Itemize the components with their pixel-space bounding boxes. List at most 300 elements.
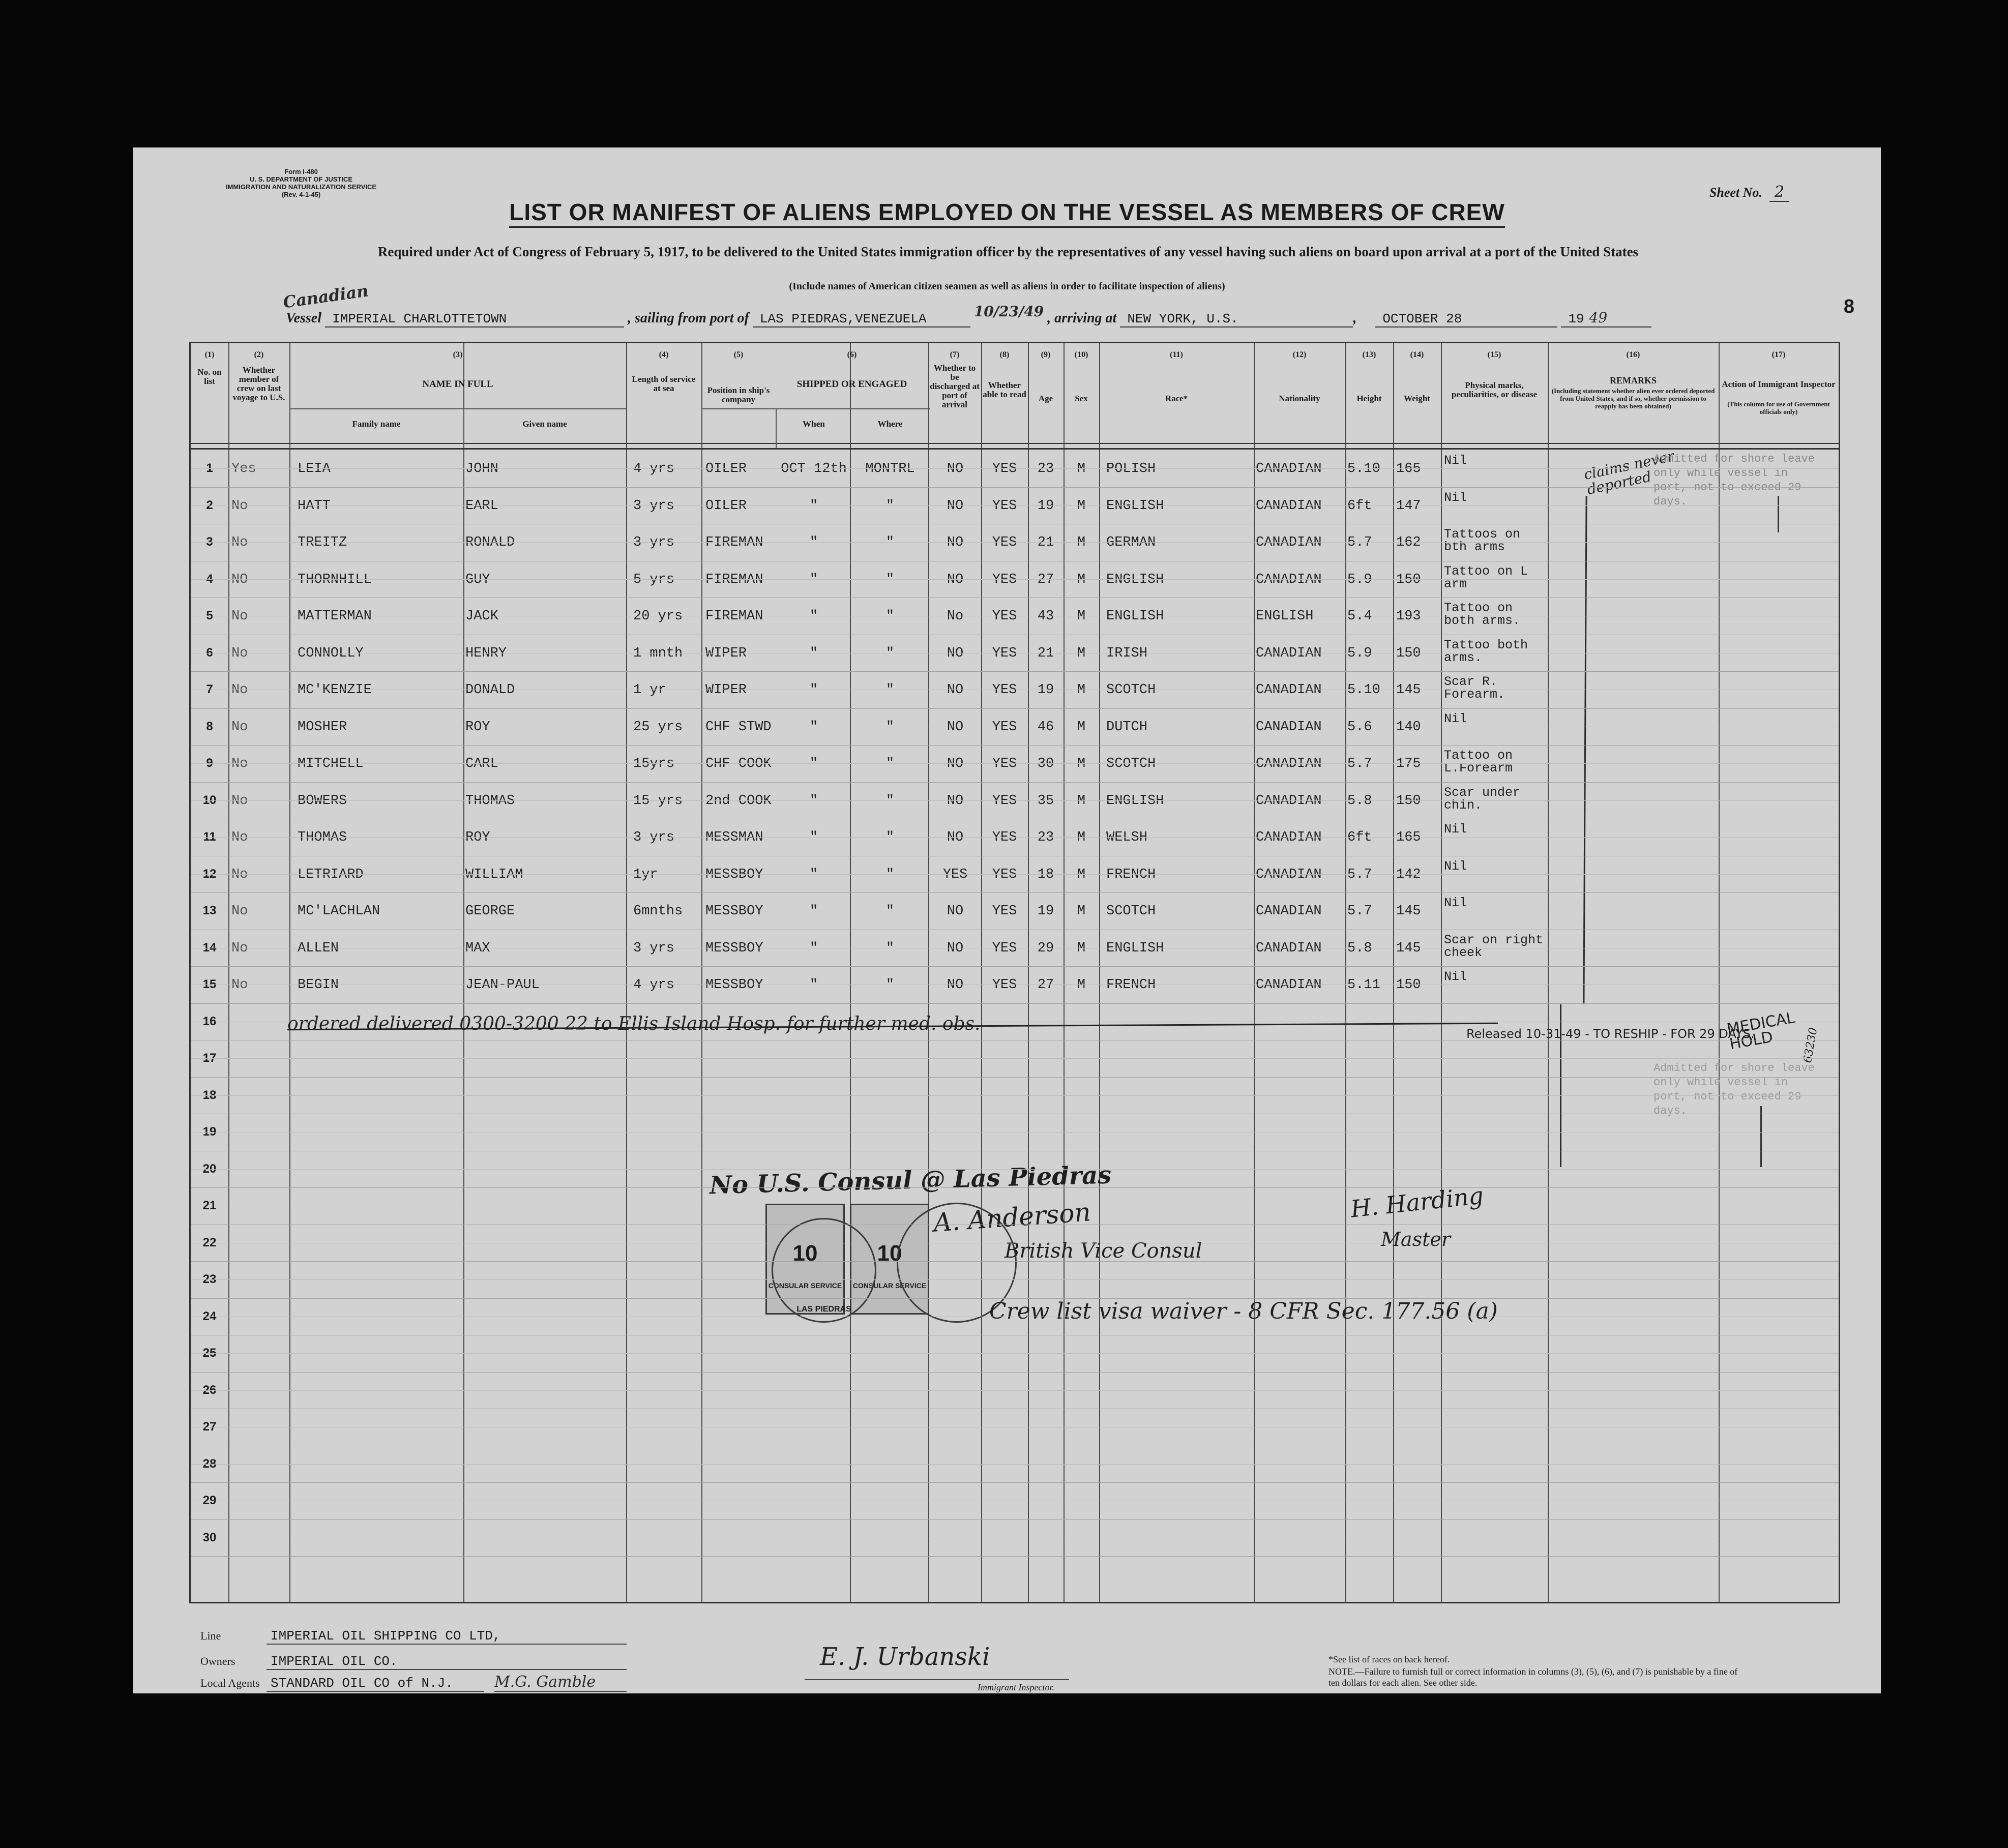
- footer-owners: Owners IMPERIAL OIL CO.: [200, 1654, 627, 1670]
- cell-discharged: NO: [947, 940, 964, 956]
- cell-shipped-where: ": [885, 645, 895, 661]
- cell-sex: M: [1077, 535, 1086, 550]
- cell-last-voyage: No: [231, 867, 248, 882]
- cell-age: 23: [1037, 830, 1054, 845]
- cell-discharged: NO: [947, 719, 964, 735]
- col-number: (6): [847, 350, 857, 359]
- master-title: Master: [1381, 1228, 1451, 1250]
- cell-position: OILER: [705, 461, 747, 476]
- cell-physical-marks: Tattoo on L arm: [1444, 564, 1528, 590]
- cell-shipped-when: ": [809, 867, 818, 882]
- cell-age: 29: [1037, 940, 1054, 956]
- row-number: 8: [206, 719, 213, 733]
- cell-height: 5.8: [1347, 940, 1372, 956]
- cell-height: 5.10: [1347, 461, 1380, 476]
- races-note: *See list of races on back hereof.: [1328, 1654, 1450, 1664]
- crew-table: [189, 342, 1840, 1603]
- col-number: (12): [1292, 350, 1307, 359]
- row-number: 22: [202, 1235, 217, 1249]
- cell-service-length: 3 yrs: [633, 830, 675, 845]
- cell-position: FIREMAN: [705, 609, 763, 624]
- cell-race: ENGLISH: [1106, 572, 1164, 587]
- row-number: 5: [206, 609, 213, 622]
- row-number: 24: [202, 1309, 217, 1323]
- cell-position: MESSBOY: [705, 940, 763, 956]
- cell-family-name: CONNOLLY: [298, 645, 364, 661]
- cell-family-name: MITCHELL: [298, 756, 364, 771]
- master-signature: H. Harding: [1349, 1181, 1485, 1223]
- cell-sex: M: [1077, 793, 1086, 809]
- cell-able-to-read: YES: [992, 940, 1017, 956]
- header-nationality: Nationality: [1279, 394, 1320, 403]
- row-number: 6: [206, 645, 213, 660]
- cell-shipped-where: ": [885, 756, 895, 771]
- cell-height: 5.8: [1347, 793, 1372, 809]
- header-service-length: Length of service at sea: [632, 374, 696, 393]
- cell-position: MESSBOY: [705, 904, 763, 919]
- arrival-date: OCTOBER 28: [1375, 311, 1557, 327]
- cell-age: 46: [1037, 719, 1054, 735]
- cell-position: WIPER: [705, 645, 747, 661]
- cell-given-name: CARL: [465, 756, 498, 771]
- cell-sex: M: [1077, 867, 1086, 882]
- consular-revenue-stamp: 10 CONSULAR SERVICE: [850, 1204, 929, 1315]
- cell-physical-marks: Scar on right cheek: [1444, 933, 1544, 959]
- cell-race: SCOTCH: [1106, 682, 1156, 698]
- cell-nationality: CANADIAN: [1256, 719, 1322, 735]
- cell-weight: 165: [1396, 461, 1421, 476]
- cell-service-length: 3 yrs: [633, 498, 675, 514]
- cell-shipped-when: ": [809, 830, 818, 845]
- cell-shipped-when: ": [809, 682, 818, 698]
- cell-discharged: NO: [947, 535, 964, 550]
- vessel-info-line: Canadian Vessel IMPERIAL CHARLOTTETOWN , sailing from port of LAS PIEDRAS,VENEZUELA 10/23/49 , arriving at NEW YORK, U.S. , OCTOBER 28 19 49: [286, 309, 1651, 327]
- cell-given-name: JACK: [465, 609, 498, 624]
- cell-able-to-read: YES: [992, 756, 1017, 771]
- cell-age: 23: [1037, 461, 1054, 476]
- cell-able-to-read: YES: [992, 461, 1017, 476]
- cell-shipped-when: ": [809, 572, 818, 587]
- header-where: Where: [877, 419, 903, 429]
- cell-physical-marks: Nil: [1444, 491, 1467, 504]
- cell-sex: M: [1077, 830, 1086, 845]
- page-title: LIST OR MANIFEST OF ALIENS EMPLOYED ON THE VESSEL AS MEMBERS OF CREW: [133, 198, 1881, 226]
- cell-discharged: NO: [947, 645, 964, 661]
- inspector-signature: E. J. Urbanski: [820, 1643, 990, 1671]
- department-name: U. S. DEPARTMENT OF JUSTICE: [250, 175, 352, 183]
- header-age: Age: [1038, 394, 1053, 403]
- cell-shipped-where: ": [885, 904, 895, 919]
- cell-given-name: RONALD: [465, 535, 515, 550]
- cell-race: FRENCH: [1106, 867, 1156, 882]
- cell-nationality: CANADIAN: [1256, 572, 1322, 587]
- cell-race: ENGLISH: [1106, 793, 1164, 809]
- cell-weight: 150: [1396, 793, 1421, 809]
- cell-race: GERMAN: [1106, 535, 1156, 550]
- sheet-number: Sheet No. 2: [1709, 183, 1789, 201]
- cell-able-to-read: YES: [992, 867, 1017, 882]
- cell-nationality: CANADIAN: [1256, 793, 1322, 809]
- cell-position: MESSMAN: [705, 830, 763, 845]
- col-number: (10): [1074, 350, 1088, 359]
- cell-nationality: ENGLISH: [1256, 609, 1314, 624]
- cell-last-voyage: No: [231, 645, 248, 661]
- cell-height: 5.4: [1347, 609, 1372, 624]
- row12-released-note: Released 10-31-49 - TO RESHIP - FOR 29 DAYS.: [1466, 1027, 1755, 1041]
- cell-position: WIPER: [705, 682, 747, 698]
- cell-height: 5.7: [1347, 756, 1372, 771]
- cell-race: SCOTCH: [1106, 904, 1156, 919]
- agent-signature: M.G. Gamble: [494, 1673, 627, 1692]
- header-remarks: REMARKS: [1609, 375, 1657, 385]
- row-number: 9: [206, 756, 213, 770]
- cell-age: 19: [1037, 498, 1054, 514]
- header-weight: Weight: [1404, 394, 1430, 403]
- cell-height: 6ft: [1347, 498, 1372, 514]
- cell-sex: M: [1077, 682, 1086, 698]
- cell-shipped-where: MONTRL: [865, 461, 915, 476]
- claims-never-deported-note: claims never deported: [1582, 448, 1676, 498]
- cell-weight: 150: [1396, 572, 1421, 587]
- cell-family-name: LEIA: [298, 461, 331, 476]
- cell-nationality: CANADIAN: [1256, 977, 1322, 993]
- col-number: (15): [1487, 350, 1501, 359]
- cell-height: 6ft: [1347, 830, 1372, 845]
- cell-able-to-read: YES: [992, 535, 1017, 550]
- col-number: (16): [1626, 350, 1640, 359]
- header-able-to-read: Whether able to read: [983, 380, 1026, 399]
- cell-weight: 150: [1396, 645, 1421, 661]
- cell-age: 18: [1037, 867, 1054, 882]
- cell-shipped-when: OCT 12th: [781, 461, 847, 476]
- cell-shipped-where: ": [885, 572, 895, 587]
- cell-shipped-when: ": [809, 719, 818, 735]
- medical-hold-code: 63230: [1801, 1026, 1820, 1064]
- consulate-seal: LAS PIEDRAS: [772, 1218, 876, 1323]
- cell-shipped-where: ": [885, 867, 895, 882]
- cell-shipped-when: ": [809, 977, 818, 993]
- header-remarks-note: (Including statement whether alien ever ordered deported from United States, and if so, whether permission to reapply has been obtained): [1551, 387, 1715, 410]
- cell-height: 5.7: [1347, 867, 1372, 882]
- cell-given-name: ROY: [465, 830, 490, 845]
- row-number: 19: [202, 1125, 217, 1139]
- header-list-number: No. on list: [197, 367, 222, 386]
- row-number: 25: [202, 1346, 217, 1360]
- cell-given-name: ROY: [465, 719, 490, 735]
- cell-able-to-read: YES: [992, 793, 1017, 809]
- cell-given-name: EARL: [465, 498, 498, 514]
- cell-shipped-where: ": [885, 719, 895, 735]
- footer-line: Line IMPERIAL OIL SHIPPING CO LTD,: [200, 1628, 627, 1645]
- cell-family-name: LETRIARD: [298, 867, 364, 882]
- cell-position: FIREMAN: [705, 535, 763, 550]
- departure-date: 10/23/49: [973, 303, 1044, 320]
- footer-agents: Local Agents STANDARD OIL CO of N.J. M.G. Gamble: [200, 1673, 627, 1692]
- cell-given-name: GEORGE: [465, 904, 515, 919]
- vessel-name: IMPERIAL CHARLOTTETOWN: [325, 311, 624, 327]
- header-inspector-note: (This column for use of Government officials only): [1727, 400, 1830, 415]
- cell-able-to-read: YES: [992, 977, 1017, 993]
- cell-able-to-read: YES: [992, 572, 1017, 587]
- cell-able-to-read: YES: [992, 498, 1017, 514]
- cell-discharged: NO: [947, 977, 964, 993]
- cell-race: IRISH: [1106, 645, 1148, 661]
- cell-service-length: 1yr: [633, 867, 658, 882]
- header-sex: Sex: [1075, 394, 1088, 403]
- header-position: Position in ship's company: [707, 385, 770, 404]
- header-last-voyage: Whether member of crew on last voyage to U.S.: [232, 365, 285, 402]
- cell-nationality: CANADIAN: [1256, 867, 1322, 882]
- cell-weight: 193: [1396, 609, 1421, 624]
- row-number: 13: [202, 904, 217, 917]
- cell-nationality: CANADIAN: [1256, 461, 1322, 476]
- row-number: 21: [202, 1199, 217, 1212]
- row-number: 16: [202, 1014, 217, 1028]
- cell-sex: M: [1077, 609, 1086, 624]
- cell-discharged: NO: [947, 904, 964, 919]
- cell-family-name: HATT: [298, 498, 331, 514]
- cell-last-voyage: No: [231, 535, 248, 550]
- col-number: (8): [999, 350, 1010, 359]
- cell-service-length: 1 yr: [633, 682, 666, 698]
- cell-service-length: 4 yrs: [633, 461, 675, 476]
- cell-nationality: CANADIAN: [1256, 940, 1322, 956]
- row-number: 7: [206, 682, 213, 696]
- cell-physical-marks: Nil: [1444, 454, 1467, 467]
- cell-sex: M: [1077, 498, 1086, 514]
- cell-position: 2nd COOK: [705, 793, 772, 809]
- no-consul-note: No U.S. Consul @ Las Piedras: [709, 1160, 1112, 1200]
- cell-height: 5.7: [1347, 535, 1372, 550]
- row-number: 11: [203, 830, 216, 844]
- cell-height: 5.9: [1347, 645, 1372, 661]
- cell-family-name: THOMAS: [298, 830, 347, 845]
- col-number: (1): [204, 350, 215, 359]
- cell-service-length: 1 mnth: [633, 645, 683, 661]
- header-race: Race*: [1165, 394, 1188, 403]
- cell-able-to-read: YES: [992, 682, 1017, 698]
- cell-age: 43: [1037, 609, 1054, 624]
- cell-discharged: NO: [947, 682, 964, 698]
- row-number: 17: [202, 1051, 217, 1065]
- cell-nationality: CANADIAN: [1256, 645, 1322, 661]
- cell-weight: 175: [1396, 756, 1421, 771]
- cell-position: FIREMAN: [705, 572, 763, 587]
- cell-family-name: BOWERS: [298, 793, 347, 809]
- cell-service-length: 4 yrs: [633, 977, 675, 993]
- cell-height: 5.11: [1347, 977, 1380, 993]
- manifest-sheet: [133, 147, 1881, 1693]
- row-number: 23: [202, 1272, 217, 1286]
- cell-race: ENGLISH: [1106, 498, 1164, 514]
- cell-family-name: BEGIN: [298, 977, 339, 993]
- row12-strike-note: ordered delivered 0300-3200 22 to Ellis Island Hosp. for further med. obs.: [287, 1014, 981, 1034]
- cell-family-name: MC'LACHLAN: [298, 904, 380, 919]
- cell-physical-marks: Tattoos on bth arms: [1444, 528, 1521, 553]
- cell-last-voyage: No: [231, 793, 248, 809]
- row-number: 30: [202, 1530, 217, 1544]
- cell-weight: 145: [1396, 940, 1421, 956]
- cell-discharged: NO: [947, 830, 964, 845]
- cell-physical-marks: Nil: [1444, 897, 1467, 909]
- cell-given-name: GUY: [465, 572, 490, 587]
- penalty-note: NOTE.—Failure to furnish full or correct information in columns (3), (5), (6), and (7) is punishable by a fine of ten dollars for each alien. See other side.: [1328, 1666, 1738, 1688]
- cell-shipped-when: ": [809, 904, 818, 919]
- cell-able-to-read: YES: [992, 904, 1017, 919]
- cell-physical-marks: Nil: [1444, 712, 1467, 725]
- row-number: 15: [202, 977, 217, 991]
- row-number: 18: [202, 1088, 217, 1102]
- cell-physical-marks: Nil: [1444, 823, 1467, 836]
- header-physical-marks: Physical marks, peculiarities, or disease: [1451, 380, 1538, 399]
- cell-race: SCOTCH: [1106, 756, 1156, 771]
- header-height: Height: [1356, 394, 1382, 403]
- col-number: (7): [950, 350, 960, 359]
- cell-position: MESSBOY: [705, 977, 763, 993]
- col-number: (9): [1041, 350, 1051, 359]
- cell-height: 5.10: [1347, 682, 1380, 698]
- cell-weight: 145: [1396, 904, 1421, 919]
- cell-sex: M: [1077, 572, 1086, 587]
- cell-age: 27: [1037, 977, 1054, 993]
- row-number: 28: [202, 1456, 217, 1471]
- cell-sex: M: [1077, 645, 1086, 661]
- cell-nationality: CANADIAN: [1256, 904, 1322, 919]
- cell-given-name: DONALD: [465, 682, 515, 698]
- cell-sex: M: [1077, 977, 1086, 993]
- service-name: IMMIGRATION AND NATURALIZATION SERVICE: [225, 183, 377, 191]
- inspector-label: Immigrant Inspector.: [978, 1682, 1054, 1692]
- col-number: (2): [254, 350, 264, 359]
- row-number: 26: [202, 1383, 217, 1397]
- header-name-in-full: NAME IN FULL: [422, 379, 493, 390]
- cell-family-name: MOSHER: [298, 719, 347, 735]
- cell-height: 5.7: [1347, 904, 1372, 919]
- cell-position: MESSBOY: [705, 867, 763, 882]
- cell-last-voyage: NO: [231, 572, 248, 587]
- cell-age: 19: [1037, 904, 1054, 919]
- cell-shipped-when: ": [809, 940, 818, 956]
- local-agents: STANDARD OIL CO of N.J.: [267, 1676, 484, 1692]
- page-mark: 8: [1843, 296, 1854, 317]
- cell-shipped-when: ": [809, 609, 818, 624]
- cell-age: 27: [1037, 572, 1054, 587]
- cell-weight: 142: [1396, 867, 1421, 882]
- header-family-name: Family name: [352, 419, 401, 429]
- shore-leave-note-top: Admitted for shore leave only while vessel in port, not to exceed 29 days.: [1653, 453, 1815, 508]
- cell-able-to-read: YES: [992, 719, 1017, 735]
- cell-sex: M: [1077, 756, 1086, 771]
- cell-able-to-read: YES: [992, 830, 1017, 845]
- cell-nationality: CANADIAN: [1256, 498, 1322, 514]
- cell-shipped-where: ": [885, 682, 895, 698]
- cell-shipped-where: ": [885, 498, 895, 514]
- cell-discharged: NO: [947, 756, 964, 771]
- cell-service-length: 25 yrs: [633, 719, 683, 735]
- row-number: 2: [206, 498, 213, 512]
- cell-last-voyage: No: [231, 756, 248, 771]
- cell-shipped-where: ": [885, 940, 895, 956]
- header-discharged: Whether to be discharged at port of arrival: [930, 363, 980, 409]
- cell-height: 5.9: [1347, 572, 1372, 587]
- cell-physical-marks: Tattoo both arms.: [1444, 638, 1528, 664]
- cell-race: ENGLISH: [1106, 940, 1164, 956]
- cell-last-voyage: No: [231, 830, 248, 845]
- form-number: Form I-480: [284, 168, 318, 175]
- cell-sex: M: [1077, 461, 1086, 476]
- cell-service-length: 15 yrs: [633, 793, 683, 809]
- form-identifier: [210, 168, 393, 198]
- row-number: 20: [202, 1161, 217, 1176]
- cell-service-length: 3 yrs: [633, 535, 675, 550]
- consul-title: British Vice Consul: [1005, 1239, 1202, 1263]
- consul-signature: A. Anderson: [932, 1197, 1092, 1238]
- cell-discharged: No: [947, 609, 964, 624]
- cell-last-voyage: No: [231, 682, 248, 698]
- cell-shipped-where: ": [885, 609, 895, 624]
- cell-service-length: 20 yrs: [633, 609, 683, 624]
- cell-physical-marks: Scar under chin.: [1444, 786, 1521, 812]
- col-number: (17): [1771, 350, 1786, 359]
- cell-last-voyage: Yes: [231, 461, 256, 476]
- departure-port: LAS PIEDRAS,VENEZUELA: [753, 311, 970, 327]
- cell-position: CHF COOK: [705, 756, 772, 771]
- cell-weight: 147: [1396, 498, 1421, 514]
- cell-race: FRENCH: [1106, 977, 1156, 993]
- cell-able-to-read: YES: [992, 609, 1017, 624]
- cell-family-name: MC'KENZIE: [298, 682, 372, 698]
- cell-shipped-where: ": [885, 535, 895, 550]
- cell-height: 5.6: [1347, 719, 1372, 735]
- row-number: 10: [202, 793, 217, 807]
- consular-revenue-stamp: 10 CONSULAR SERVICE: [765, 1204, 845, 1315]
- cell-weight: 150: [1396, 977, 1421, 993]
- medical-hold-note: MEDICAL HOLD: [1725, 1008, 1796, 1054]
- cell-given-name: JEAN-PAUL: [465, 977, 540, 993]
- cell-shipped-where: ": [885, 793, 895, 809]
- cell-given-name: MAX: [465, 940, 490, 956]
- cell-age: 21: [1037, 535, 1054, 550]
- cell-nationality: CANADIAN: [1256, 535, 1322, 550]
- cell-weight: 145: [1396, 682, 1421, 698]
- shore-leave-note-13: Admitted for shore leave only while vessel in port, not to exceed 29 days.: [1653, 1062, 1815, 1117]
- cell-service-length: 6mnths: [633, 904, 683, 919]
- cell-last-voyage: No: [231, 940, 248, 956]
- header-shipped-engaged: SHIPPED OR ENGAGED: [796, 379, 907, 390]
- cell-discharged: NO: [947, 793, 964, 809]
- cell-nationality: CANADIAN: [1256, 682, 1322, 698]
- row-number: 3: [206, 535, 213, 549]
- row-number: 12: [202, 867, 217, 881]
- col-number: (5): [733, 350, 744, 359]
- row-number: 27: [202, 1420, 217, 1434]
- cell-given-name: THOMAS: [465, 793, 515, 809]
- cell-sex: M: [1077, 719, 1086, 735]
- col-number: (13): [1362, 350, 1376, 359]
- cell-family-name: MATTERMAN: [298, 609, 372, 624]
- cell-able-to-read: YES: [992, 645, 1017, 661]
- cell-last-voyage: No: [231, 498, 248, 514]
- cell-age: 35: [1037, 793, 1054, 809]
- cell-family-name: THORNHILL: [298, 572, 372, 587]
- cell-given-name: HENRY: [465, 645, 507, 661]
- cell-sex: M: [1077, 904, 1086, 919]
- cell-last-voyage: No: [231, 977, 248, 993]
- cell-discharged: YES: [942, 867, 968, 882]
- cell-discharged: NO: [947, 572, 964, 587]
- row-number: 29: [202, 1494, 217, 1507]
- instruction-note: (Include names of American citizen seamen as well as aliens in order to facilitate inspection of aliens): [789, 281, 1225, 292]
